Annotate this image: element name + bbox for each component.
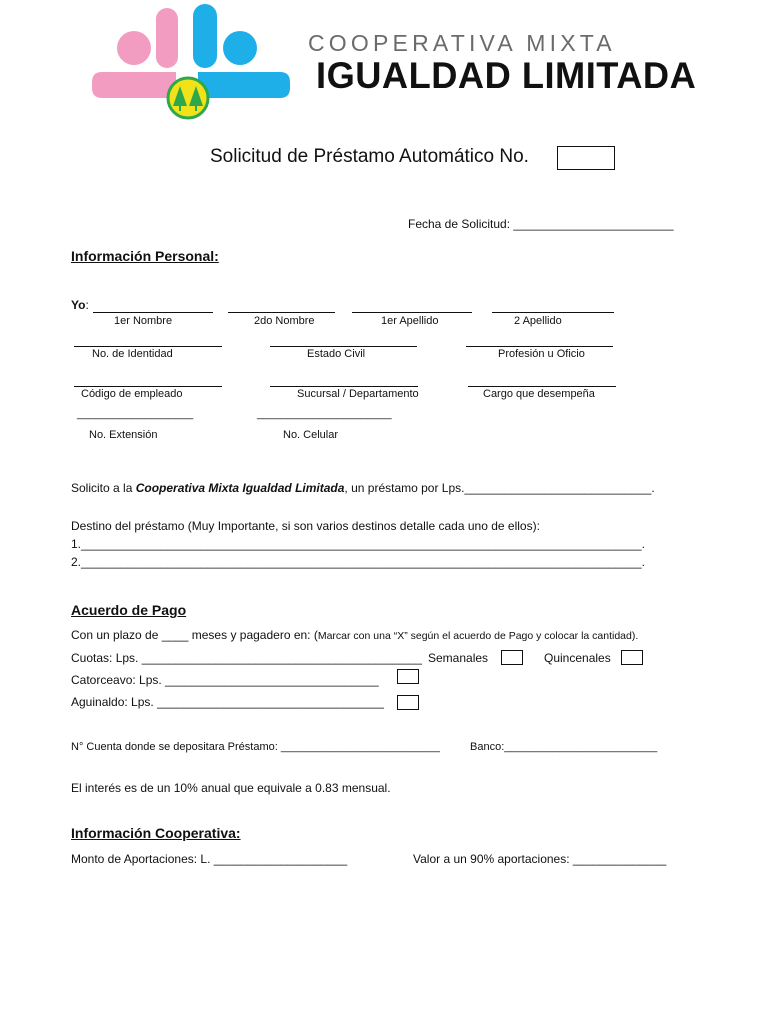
yo-label: Yo: [71,298,89,312]
fecha-solicitud-field[interactable]: Fecha de Solicitud: ________________________ [408,217,674,231]
loan-purpose-line-2[interactable]: 2.____________________________________________________________________________________. [71,555,645,569]
loan-number-field[interactable] [557,146,615,170]
label-identity: No. de Identidad [92,348,173,360]
catorceavo-field[interactable]: Catorceavo: Lps. ________________________________ [71,673,379,687]
cuotas-field[interactable]: Cuotas: Lps. __________________________________________ [71,651,423,665]
aguinaldo-field[interactable]: Aguinaldo: Lps. __________________________________ [71,695,384,709]
catorceavo-checkbox[interactable] [397,669,419,684]
position-line[interactable] [468,372,616,387]
label-branch: Sucursal / Departamento [297,388,419,400]
personal-info-heading: Información Personal: [71,248,219,264]
label-second-name: 2do Nombre [254,315,315,327]
quincenales-checkbox[interactable] [621,650,643,665]
label-first-name: 1er Nombre [114,315,173,327]
semanales-checkbox[interactable] [501,650,523,665]
interest-text: El interés es de un 10% anual que equivale a 0.83 mensual. [71,781,391,795]
cellphone-line[interactable]: ______________________ [257,408,392,420]
label-civil-status: Estado Civil [307,348,366,360]
label-second-surname: 2 Apellido [514,315,562,327]
identity-line[interactable] [74,332,222,347]
second-name-line[interactable] [228,298,335,313]
page-title: Solicitud de Préstamo Automático No. [210,146,529,167]
cooperative-logo-mark [90,2,295,122]
loan-purpose-line-1[interactable]: 1.____________________________________________________________________________________. [71,537,645,551]
logo-text-line1: COOPERATIVA MIXTA [308,30,616,56]
label-extension: No. Extensión [89,429,158,441]
label-cellphone: No. Celular [283,429,339,441]
first-name-line[interactable] [93,298,213,313]
label-position: Cargo que desempeña [483,388,595,400]
account-number-field[interactable]: N° Cuenta donde se depositara Préstamo: __________________________ [71,741,440,753]
quincenales-label: Quincenales [544,651,611,665]
payment-agreement-heading: Acuerdo de Pago [71,602,187,618]
aguinaldo-checkbox[interactable] [397,695,419,710]
second-surname-line[interactable] [492,298,614,313]
cooperative-logo [90,2,295,122]
extension-line[interactable]: ___________________ [77,408,194,420]
profession-line[interactable] [466,332,613,347]
label-first-surname: 1er Apellido [381,315,439,327]
loan-purpose-label: Destino del préstamo (Muy Importante, si son varios destinos detalle cada uno de ellos): [71,519,540,533]
contributions-90-field[interactable]: Valor a un 90% aportaciones: ______________ [413,852,667,866]
coop-info-heading: Información Cooperativa: [71,825,241,841]
first-surname-line[interactable] [352,298,472,313]
label-employee-code: Código de empleado [81,388,183,400]
logo-text-line2: IGUALDAD LIMITADA [316,55,697,96]
payment-term-text: Con un plazo de ____ meses y pagadero en: (Marcar con una “X” según el acuerdo de Pago y colocar la cantidad). [71,628,639,642]
semanales-label: Semanales [428,651,489,665]
contributions-field[interactable]: Monto de Aportaciones: L. ____________________ [71,852,348,866]
employee-code-line[interactable] [74,372,222,387]
label-profession: Profesión u Oficio [498,348,585,360]
loan-request-text: Solicito a la Cooperativa Mixta Igualdad Limitada, un préstamo por Lps.____________________________. [71,481,655,495]
branch-line[interactable] [270,372,418,387]
bank-field[interactable]: Banco:_________________________ [470,741,658,753]
civil-status-line[interactable] [270,332,417,347]
